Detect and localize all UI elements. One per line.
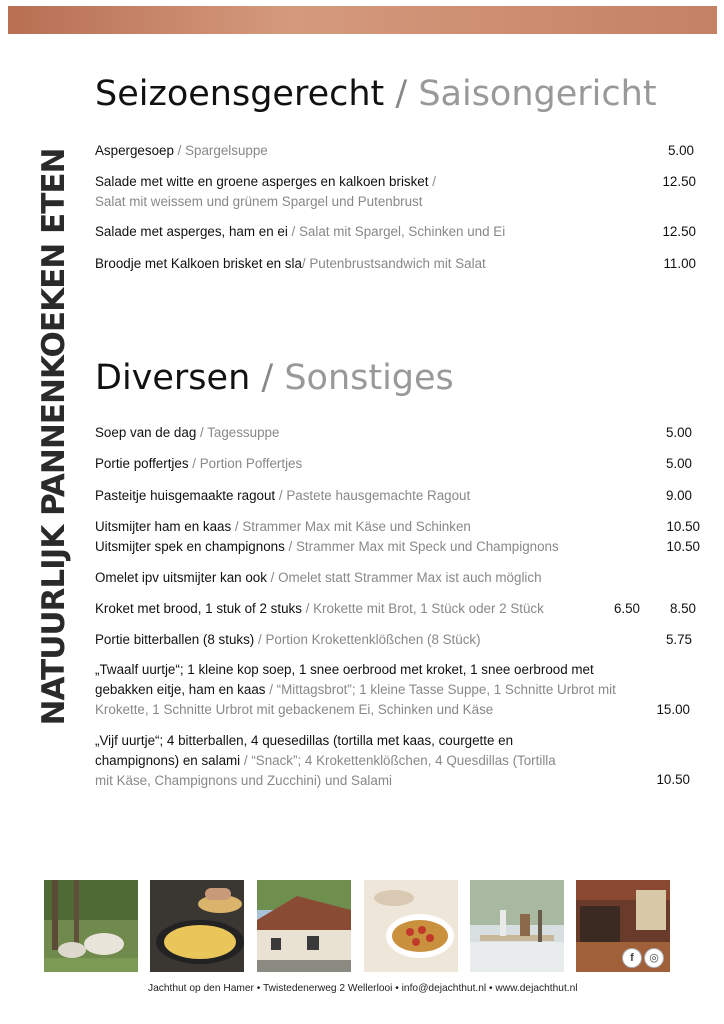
top-color-bar: [8, 6, 717, 34]
menu-item: Soep van de dag / Tagessuppe: [95, 425, 280, 440]
section-title-season: [95, 74, 657, 114]
item-price: 5.00: [665, 456, 692, 471]
menu-item: Pasteitje huisgemaakte ragout / Pastete hausgemachte Ragout: [95, 488, 471, 503]
section-title-de: Saisongericht: [418, 74, 657, 114]
item-name-nl: Uitsmijter ham en kaas: [95, 519, 232, 534]
menu-item: Uitsmijter spek en champignons / Strammer Max mit Speck und Champignons: [95, 539, 559, 554]
menu-item: Aspergesoep / Spargelsuppe: [95, 143, 268, 158]
item-price: 10.50: [666, 539, 700, 554]
menu-item: Uitsmijter ham en kaas / Strammer Max mit Käse und Schinken: [95, 519, 471, 534]
menu-item: Kroket met brood, 1 stuk of 2 stuks / Krokette mit Brot, 1 Stück oder 2 Stück: [95, 601, 544, 616]
item-price: 9.00: [665, 488, 692, 503]
item-price: 8.50: [669, 601, 696, 616]
section-title-misc: [95, 358, 454, 398]
item-name-de: Omelet statt Strammer Max ist auch möglich: [278, 570, 542, 585]
photo-strip: [44, 880, 669, 972]
item-name-nl: Soep van de dag: [95, 425, 197, 440]
item-price: 5.00: [665, 425, 692, 440]
item-name-de: “Mittagsbrot”; 1 kleine Tasse Suppe, 1 Schnitte Urbrot mit Krokette, 1 Schnitte Urbrot mit gebackenem Ei, Schinken und Käse: [95, 682, 616, 717]
footer-contact: Jachthut op den Hamer • Twistedenerweg 2 Wellerlooi • info@dejachthut.nl • www.dejachthut.nl: [148, 983, 578, 994]
item-name-de: Salat mit weissem und grünem Spargel und Putenbrust: [95, 194, 423, 209]
photo-terrace-table: [470, 880, 564, 972]
menu-item: Salade met asperges, ham en ei / Salat mit Spargel, Schinken und Ei: [95, 224, 506, 239]
item-name-de: Strammer Max mit Käse und Schinken: [242, 519, 471, 534]
photo-pancake-dish: [364, 880, 458, 972]
item-name-nl: Salade met witte en groene asperges en kalkoen brisket: [95, 174, 429, 189]
item-name-nl: Portie poffertjes: [95, 456, 189, 471]
section-title-de: Sonstiges: [284, 358, 454, 398]
item-name-nl: Pasteitje huisgemaakte ragout: [95, 488, 276, 503]
section-title-nl: Seizoensgerecht: [95, 74, 385, 114]
item-name-de: Putenbrustsandwich mit Salat: [309, 256, 486, 271]
photo-restaurant-interior: [576, 880, 670, 972]
item-price: 12.50: [662, 224, 696, 239]
item-price: 5.00: [667, 143, 694, 158]
item-name-de: Tagessuppe: [207, 425, 280, 440]
menu-item: Salade met witte en groene asperges en kalkoen brisket / Salat mit weissem und grünem Spargel und Putenbrust: [95, 174, 436, 209]
item-name-nl: Broodje met Kalkoen brisket en sla: [95, 256, 302, 271]
item-name-nl: Omelet ipv uitsmijter kan ook: [95, 570, 267, 585]
item-name-de: “Snack”; 4 Krokettenklößchen, 4 Quesdillas (Tortilla mit Käse, Champignons und Zucchini) und Salami: [95, 753, 556, 788]
item-name-de: Portion Krokettenklößchen (8 Stück): [265, 632, 481, 647]
menu-item: „Vijf uurtje“; 4 bitterballen, 4 quesedillas (tortilla met kaas, courgette en champignons) en salami / “Snack”; 4 Krokettenklößchen, 4 Quesdillas (Tortilla mit Käse, Champignons und Zucchini) und Salami: [95, 733, 556, 788]
item-name-nl: Salade met asperges, ham en ei: [95, 224, 288, 239]
item-price: 12.50: [662, 174, 696, 189]
section-title-sep: /: [384, 74, 419, 114]
item-name-de: Pastete hausgemachte Ragout: [286, 488, 471, 503]
menu-item: Omelet ipv uitsmijter kan ook / Omelet statt Strammer Max ist auch möglich: [95, 570, 542, 585]
photo-pancake-cooking: [150, 880, 244, 972]
section-title-sep: /: [250, 358, 285, 398]
item-name-nl: Aspergesoep: [95, 143, 174, 158]
side-banner-text: NATUURLIJK PANNENKOEKEN ETEN: [36, 148, 72, 726]
section-title-nl: Diversen: [95, 358, 251, 398]
instagram-icon[interactable]: ◎: [644, 948, 664, 968]
item-price-small: 6.50: [613, 601, 640, 616]
item-price: 10.50: [666, 519, 700, 534]
item-name-de: Portion Poffertjes: [199, 456, 303, 471]
item-name-nl: Portie bitterballen (8 stuks): [95, 632, 255, 647]
side-banner: [34, 66, 74, 808]
item-price: 5.75: [665, 632, 692, 647]
photo-sheep: [44, 880, 138, 972]
menu-item: Broodje met Kalkoen brisket en sla/ Putenbrustsandwich mit Salat: [95, 256, 486, 271]
item-name-de: Salat mit Spargel, Schinken und Ei: [298, 224, 506, 239]
menu-item: Portie poffertjes / Portion Poffertjes: [95, 456, 303, 471]
menu-item: „Twaalf uurtje“; 1 kleine kop soep, 1 snee oerbrood met kroket, 1 snee oerbrood met gebakken eitje, ham en kaas / “Mittagsbrot”; 1 kleine Tasse Suppe, 1 Schnitte Urbrot mit Krokette, 1 Schnitte Urbrot mit gebackenem Ei, Schinken und Käse: [95, 662, 616, 717]
menu-item: Portie bitterballen (8 stuks) / Portion Krokettenklößchen (8 Stück): [95, 632, 481, 647]
facebook-icon[interactable]: f: [622, 948, 642, 968]
item-price: 10.50: [656, 772, 690, 787]
item-price: 15.00: [656, 702, 690, 717]
item-name-de: Spargelsuppe: [185, 143, 268, 158]
item-name-nl: „Vijf uurtje“; 4 bitterballen, 4 quesedillas (tortilla met kaas, courgette en champignons) en salami: [95, 733, 514, 768]
item-price: 11.00: [663, 256, 696, 271]
item-name-nl: „Twaalf uurtje“; 1 kleine kop soep, 1 snee oerbrood met kroket, 1 snee oerbrood met gebakken eitje, ham en kaas: [95, 662, 594, 697]
item-name-de: Krokette mit Brot, 1 Stück oder 2 Stück: [313, 601, 544, 616]
item-name-nl: Kroket met brood, 1 stuk of 2 stuks: [95, 601, 302, 616]
photo-farmhouse: [257, 880, 351, 972]
item-name-de: Strammer Max mit Speck und Champignons: [295, 539, 559, 554]
item-name-nl: Uitsmijter spek en champignons: [95, 539, 285, 554]
